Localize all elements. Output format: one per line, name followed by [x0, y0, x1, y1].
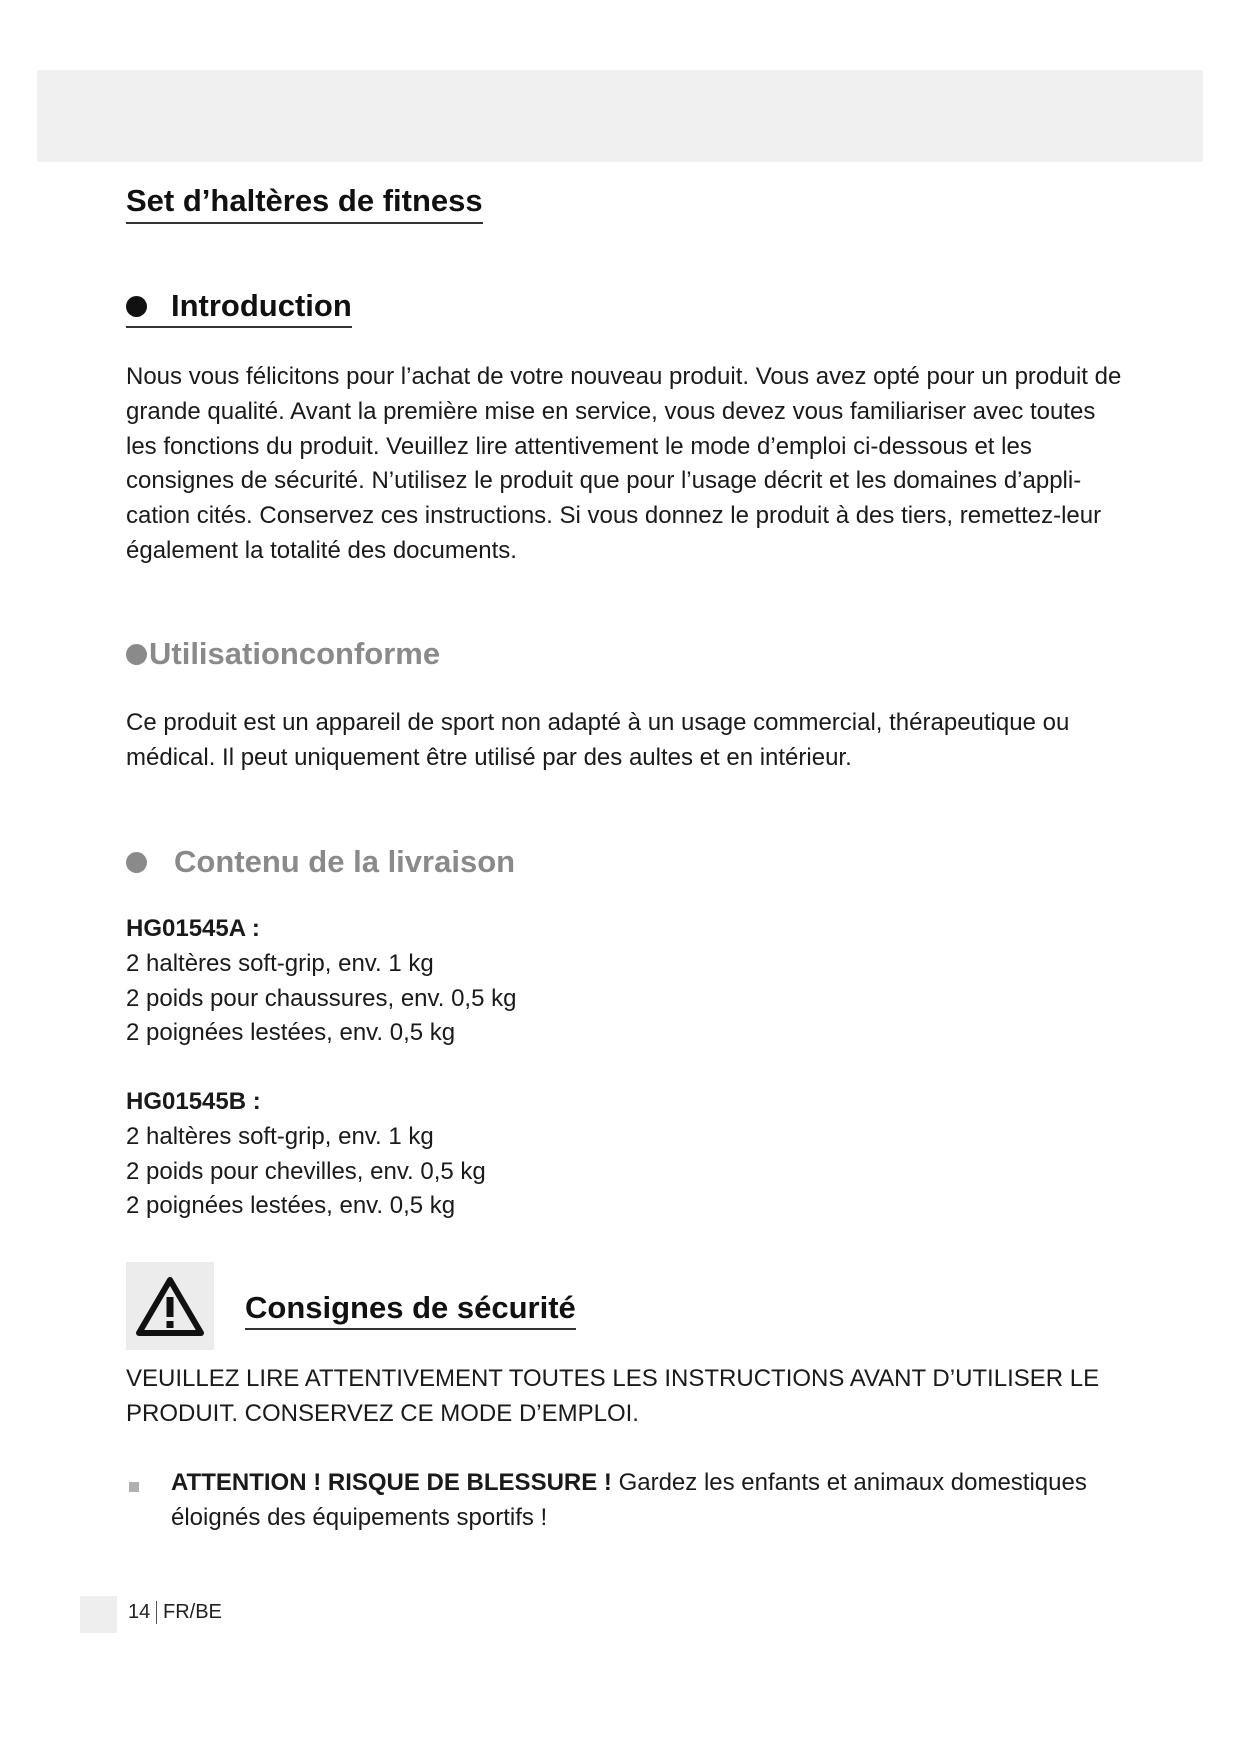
bullet-circle-icon: [126, 852, 147, 873]
page-number: 14: [128, 1601, 157, 1624]
bullet-circle-icon: [126, 644, 147, 665]
warning-icon-box: [126, 1262, 214, 1350]
utilisation-paragraph: Ce produit est un appareil de sport non adapté à un usage commercial, thérapeutique ou médical. Il peut uniquement être utilisé par des aultes et en intérieur.: [126, 709, 1070, 771]
safety-caps-paragraph: VEUILLEZ LIRE ATTENTIVEMENT TOUTES LES INSTRUCTIONS AVANT D’UTILISER LE PRODUIT. CONSERVEZ CE MODE D’EMPLOI.: [126, 1365, 1100, 1427]
model-block-b: [126, 1085, 486, 1224]
section-heading-label: Utilisationconforme: [149, 636, 441, 671]
model-item: 2 haltères soft-grip, env. 1 kg: [126, 949, 434, 977]
header-band: [37, 70, 1203, 162]
model-title: HG01545A :: [126, 915, 260, 942]
warning-body: Gardez les enfants et animaux domestiques éloignés des équipements sportifs !: [171, 1469, 1087, 1531]
language-code: FR/BE: [163, 1601, 222, 1623]
model-item: 2 poignées lestées, env. 0,5 kg: [126, 1192, 456, 1220]
introduction-paragraph: Nous vous félicitons pour l’achat de votre nouveau produit. Vous avez opté pour un produit de grande qualité. Avant la première mise en service, vous devez vous familiariser avec toutes les fonctions du produit. Veuillez lire attentivement le mode d’emploi ci-dessous et les consignes de sécurité. N’utilisez le produit que pour l’usage décrit et les domaines d’appli-cation cités. Conservez ces instructions. Si vous donnez le produit à des tiers, remettez-leur également la totalité des documents.: [126, 363, 1122, 564]
footer-box: [80, 1596, 117, 1633]
section-heading-label: Introduction: [171, 288, 352, 323]
section-heading-utilisation: [126, 636, 440, 672]
bullet-circle-icon: [126, 296, 147, 317]
section-heading-contenu: [126, 844, 515, 880]
section-heading-label: Contenu de la livraison: [174, 844, 516, 879]
safety-warning-text: [171, 1466, 1126, 1536]
model-item: 2 poids pour chevilles, env. 0,5 kg: [126, 1157, 486, 1185]
section-heading-introduction: [126, 288, 352, 328]
model-item: 2 poids pour chaussures, env. 0,5 kg: [126, 984, 517, 1012]
model-item: 2 haltères soft-grip, env. 1 kg: [126, 1122, 434, 1150]
safety-warning-item: [126, 1466, 1126, 1536]
model-item: 2 poignées lestées, env. 0,5 kg: [126, 1019, 456, 1047]
model-block-a: [126, 912, 516, 1051]
warning-bold-label: ATTENTION ! RISQUE DE BLESSURE !: [171, 1469, 612, 1496]
document-title: Set d’haltères de fitness: [126, 183, 483, 224]
model-title: HG01545B :: [126, 1088, 261, 1115]
section-heading-safety: Consignes de sécurité: [245, 1290, 576, 1330]
warning-triangle-icon: [135, 1275, 205, 1337]
square-bullet-icon: [129, 1482, 139, 1492]
